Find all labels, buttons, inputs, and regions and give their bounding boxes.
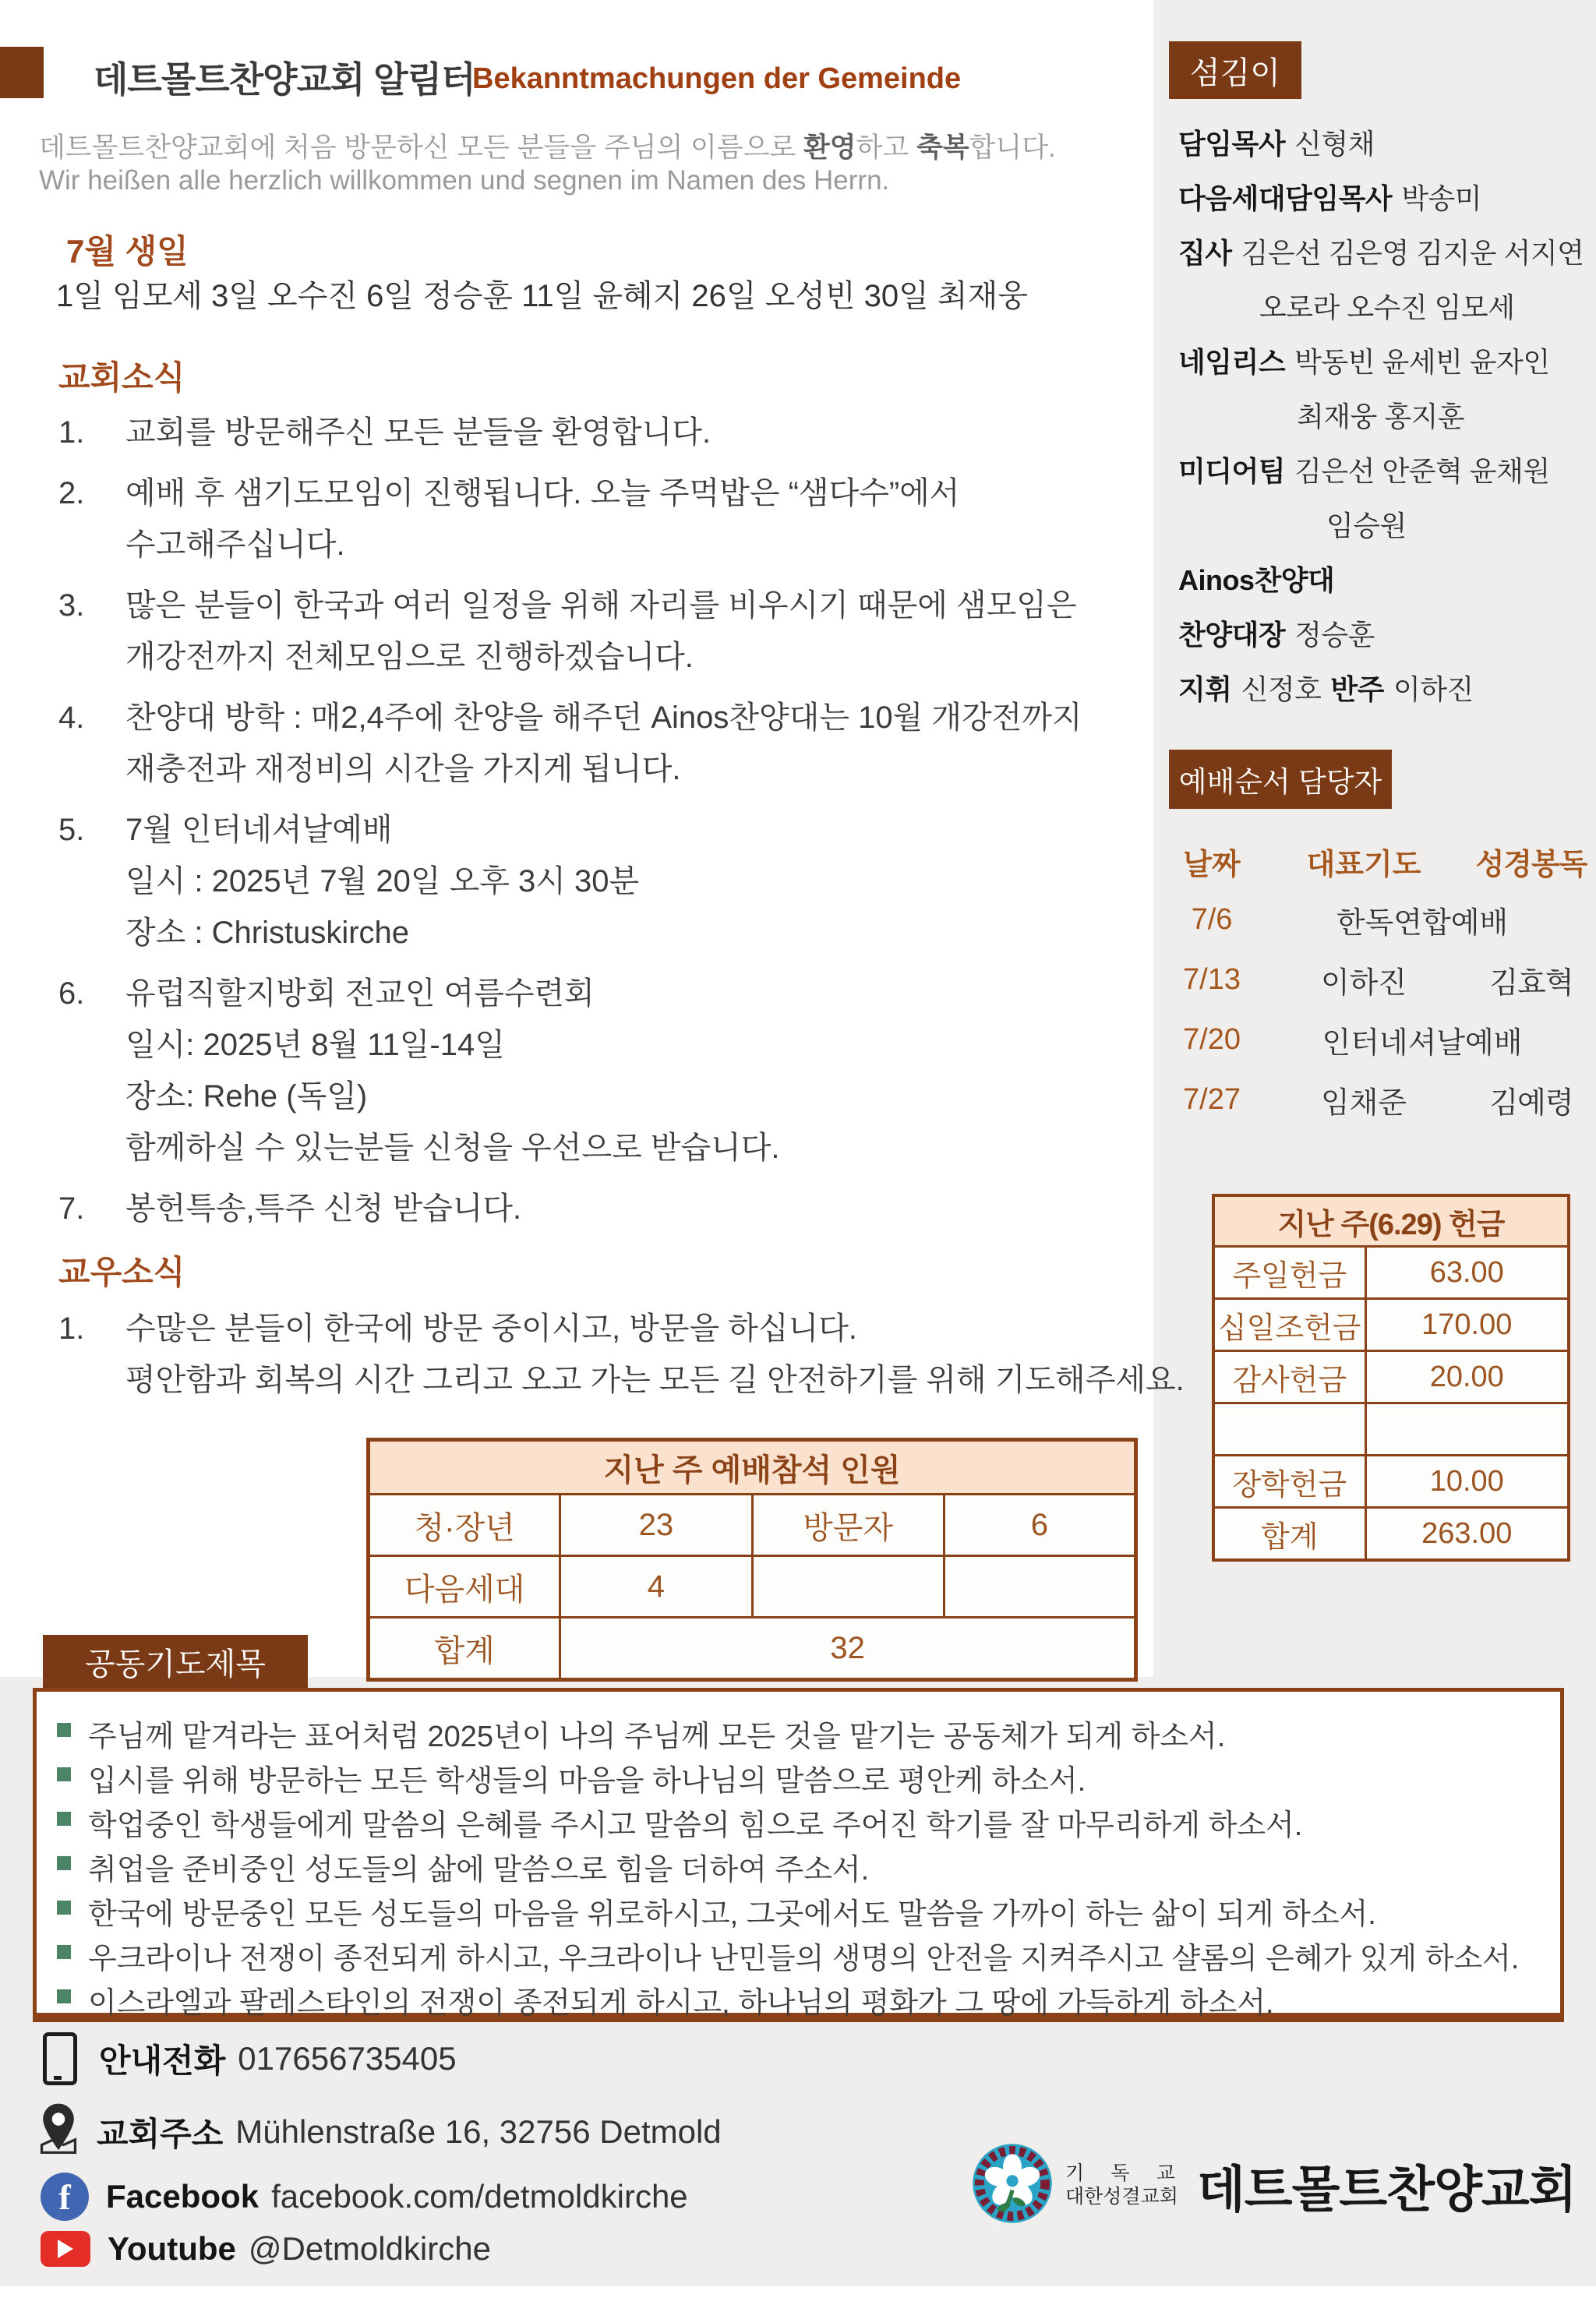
list-item-continuation: 장소: Rehe (독일) [125, 1079, 368, 1114]
table-row: 다음세대 4 [369, 1556, 1136, 1618]
facebook-row: f Facebook facebook.com/detmoldkirche [41, 2173, 688, 2221]
page-subtitle-german: Bekanntmachungen der Gemeinde [472, 62, 962, 95]
offering-table [1212, 1194, 1570, 1562]
birthday-heading: 7월 생일 [66, 233, 189, 270]
list-item: 1. 교회를 방문해주신 모든 분들을 환영합니다. [58, 415, 711, 450]
header-accent-square [0, 47, 44, 98]
bottom-strip [0, 2286, 1596, 2305]
prayer-box [33, 1688, 1564, 2022]
table-header-row: 날짜 대표기도 성경봉독 [1183, 848, 1587, 881]
list-item: 학업중인 학생들에게 말씀의 은혜를 주시고 말씀의 힘으로 주어진 학기를 잘 마무리하게 하소서. [57, 1801, 1519, 1845]
phone-icon [43, 2032, 77, 2085]
table-row: 청·장년 23 방문자 6 [369, 1495, 1136, 1556]
list-item: 이스라엘과 팔레스타인의 전쟁이 종전되게 하시고, 하나님의 평화가 그 땅에 가득하게 하소서. [57, 1978, 1519, 2023]
member-news-heading: 교우소식 [58, 1254, 185, 1290]
list-item: 취업을 준비중인 성도들의 삶에 말씀으로 힘을 더하여 주소서. [57, 1845, 1519, 1890]
list-item: 7. 봉헌특송,특주 신청 받습니다. [58, 1191, 522, 1226]
page-title: 데트몰트찬양교회 알림터 [94, 59, 475, 100]
list-item-continuation: 장소 : Christuskirche [125, 916, 410, 950]
bullet-icon [57, 1723, 71, 1737]
table-row: 감사헌금 20.00 [1213, 1351, 1569, 1403]
denomination-text: 기 독 교 대한성결교회 [1065, 2162, 1186, 2208]
list-item-continuation: 평안함과 회복의 시간 그리고 오고 가는 모든 길 안전하기를 위해 기도해주세요. [125, 1363, 1185, 1397]
list-item-continuation: 개강전까지 전체모임으로 진행하겠습니다. [125, 640, 694, 674]
list-item: 미디어팀 김은선 안준혁 윤채원 [1178, 455, 1550, 487]
list-item: Ainos찬양대 [1178, 564, 1335, 596]
table-row: 십일조헌금 170.00 [1213, 1299, 1569, 1351]
worship-duty-heading: 예배순서 담당자 [1169, 750, 1392, 809]
attendance-title: 지난 주 예배참석 인원 [369, 1440, 1136, 1495]
prayer-list [57, 1712, 1519, 2023]
table-row: 합계 32 [369, 1618, 1136, 1680]
list-item-continuation: 일시: 2025년 8월 11일-14일 [125, 1028, 505, 1062]
list-item-continuation: 일시 : 2025년 7월 20일 오후 3시 30분 [125, 864, 640, 898]
list-item-continuation: 함께하실 수 있는분들 신청을 우선으로 받습니다. [125, 1131, 780, 1165]
servants-list [1178, 117, 1591, 717]
youtube-row: Youtube @Detmoldkirche [41, 2230, 491, 2268]
table-row: 7/20 인터네셔날예배 [1183, 1023, 1523, 1060]
church-news-heading: 교회소식 [58, 359, 185, 396]
list-item: 3. 많은 분들이 한국과 여러 일정을 위해 자리를 비우시기 때문에 샘모임은 [58, 588, 1077, 623]
prayer-section-label: 공동기도제목 [43, 1635, 308, 1688]
offering-title: 지난 주(6.29) 헌금 [1213, 1195, 1569, 1247]
bullet-icon [57, 1945, 71, 1959]
table-row: 합계 263.00 [1213, 1508, 1569, 1561]
list-item: 2. 예배 후 샘기도모임이 진행됩니다. 오늘 주먹밥은 “샘다수”에서 [58, 476, 960, 510]
phone-row: 안내전화 017656735405 [43, 2032, 457, 2085]
list-item-continuation: 최재웅 홍지훈 [1297, 401, 1465, 432]
list-item-continuation: 재충전과 재정비의 시간을 가지게 됩니다. [125, 752, 681, 786]
list-item: 찬양대장 정승훈 [1178, 619, 1375, 651]
list-item: 한국에 방문중인 모든 성도들의 마음을 위로하시고, 그곳에서도 말씀을 가까이 하는 삶이 되게 하소서. [57, 1890, 1519, 1934]
church-name-text: 데트몰트찬양교회 [1196, 2162, 1577, 2218]
attendance-table [366, 1438, 1138, 1682]
table-row [369, 1440, 1136, 1495]
birthday-list: 1일 임모세 3일 오수진 6일 정승훈 11일 윤혜지 26일 오성빈 30일 최재웅 [56, 279, 1028, 313]
list-item: 네임리스 박동빈 윤세빈 윤자인 [1178, 346, 1550, 378]
list-item: 지휘 신정호 반주 이하진 [1178, 673, 1474, 705]
list-item: 4. 찬양대 방학 : 매2,4주에 찬양을 해주던 Ainos찬양대는 10월 개강전까지 [58, 701, 1082, 735]
list-item-continuation: 임승원 [1326, 510, 1407, 542]
servants-heading: 섬김이 [1169, 41, 1301, 99]
bullet-icon [57, 1812, 71, 1826]
church-news-list [58, 407, 1149, 1234]
church-emblem-icon [970, 2141, 1054, 2229]
church-logo [970, 2141, 1577, 2229]
map-pin-icon [37, 2102, 79, 2162]
list-item: 입시를 위해 방문하는 모든 학생들의 마음을 하나님의 말씀으로 평안케 하소서. [57, 1756, 1519, 1801]
table-row: 주일헌금 63.00 [1213, 1247, 1569, 1299]
bullet-icon [57, 1767, 71, 1781]
list-item: 주님께 맡겨라는 표어처럼 2025년이 나의 주님께 모든 것을 맡기는 공동체가 되게 하소서. [57, 1712, 1519, 1756]
list-item: 우크라이나 전쟁이 종전되게 하시고, 우크라이나 난민들의 생명의 안전을 지켜주시고 샬롬의 은혜가 있게 하소서. [57, 1934, 1519, 1978]
list-item: 5. 7월 인터네셔날예배 [58, 813, 393, 847]
facebook-icon: f [41, 2173, 89, 2221]
table-row: 7/6 한독연합예배 [1191, 903, 1509, 940]
table-row [1213, 1403, 1569, 1456]
youtube-icon [41, 2231, 90, 2267]
bullet-icon [57, 1856, 71, 1870]
table-row: 7/27 임채준 김예령 [1183, 1083, 1573, 1120]
worship-duty-table [1169, 832, 1590, 1130]
list-item: 6. 유럽직할지방회 전교인 여름수련회 [58, 976, 595, 1011]
table-row [1213, 1195, 1569, 1247]
bullet-icon [57, 1901, 71, 1915]
list-item: 다음세대담임목사 박송미 [1178, 182, 1482, 214]
bullet-icon [57, 1989, 71, 2003]
address-row: 교회주소 Mühlenstraße 16, 32756 Detmold [37, 2102, 722, 2162]
welcome-line-korean: 데트몰트찬양교회에 처음 방문하신 모든 분들을 주님의 이름으로 환영하고 축복합니다. [39, 132, 1056, 163]
list-item: 1. 수많은 분들이 한국에 방문 중이시고, 방문을 하십니다. [58, 1311, 857, 1346]
member-news-list [58, 1303, 1185, 1406]
table-row: 7/13 이하진 김효혁 [1183, 963, 1573, 1000]
list-item-continuation: 오로라 오수진 임모세 [1259, 291, 1515, 323]
table-row: 장학헌금 10.00 [1213, 1456, 1569, 1508]
list-item-continuation: 수고해주십니다. [125, 528, 345, 562]
list-item: 집사 김은선 김은영 김지운 서지연 [1178, 237, 1584, 269]
list-item: 담임목사 신형채 [1178, 128, 1375, 160]
welcome-line-german: Wir heißen alle herzlich willkommen und segnen im Namen des Herrn. [39, 165, 890, 196]
